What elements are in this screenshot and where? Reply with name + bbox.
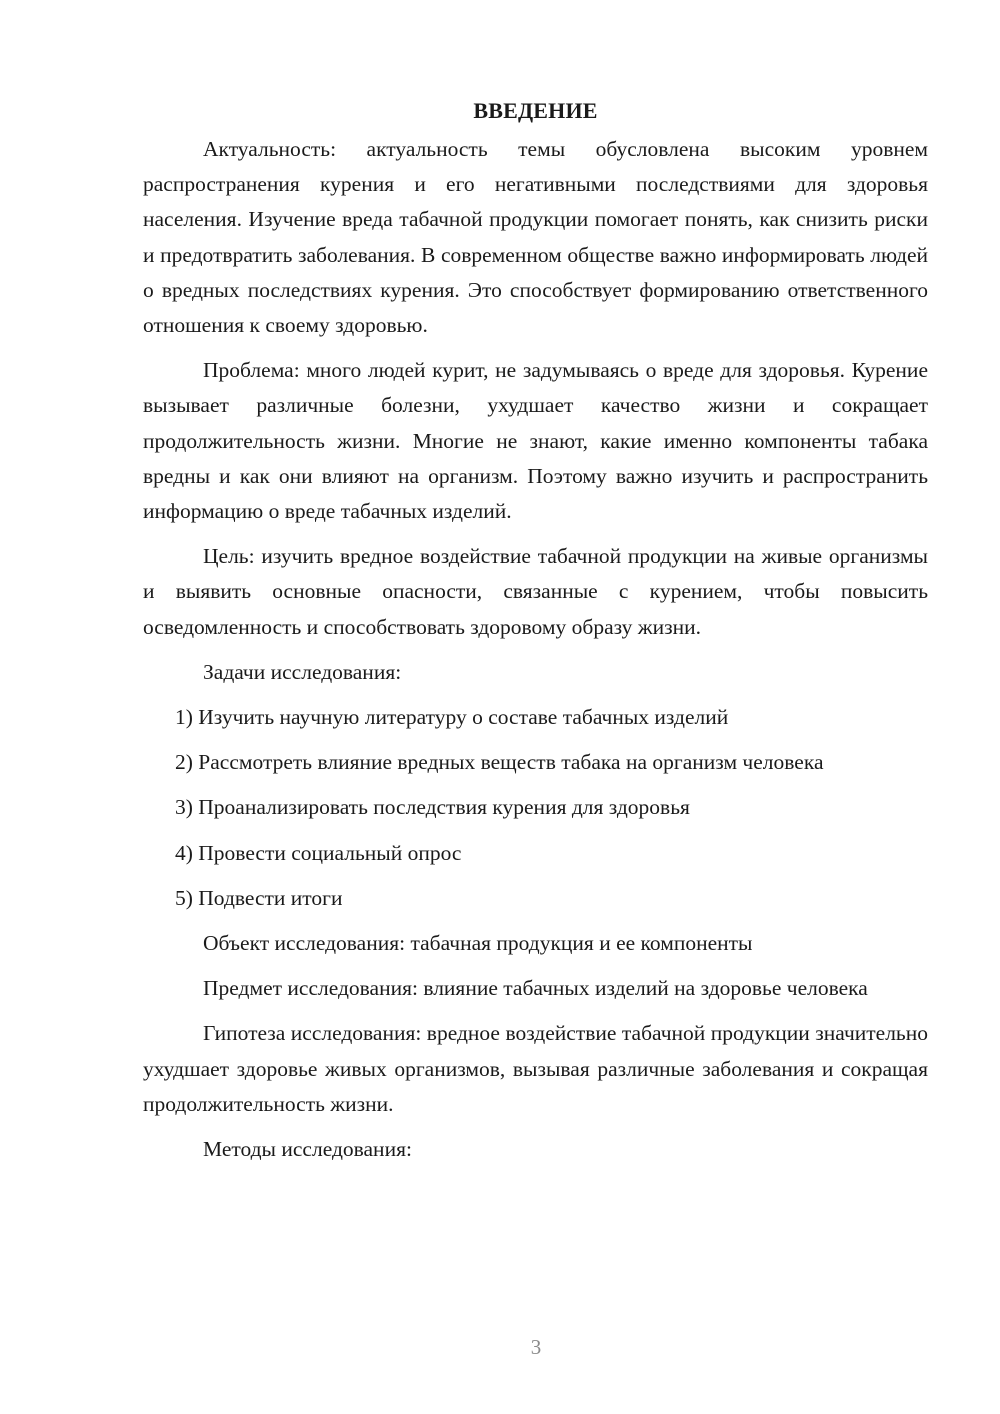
page-number: 3 [530,1335,542,1359]
paragraph-relevance: Актуальность: актуальность темы обусловлена высоким уровнем распространения курения и его негативными последствиями для здоровья населения. Изучение вреда табачной продукции помогает понять, как снизить риски и предотвратить заболевания. В современном обществе важно информировать людей о вредных последствиях курения. Это способствует формированию ответственного отношения к своему здоровью. [143,137,928,338]
paragraph-subject: Предмет исследования: влияние табачных изделий на здоровье человека [203,976,868,1001]
paragraph-goal: Цель: изучить вредное воздействие табачной продукции на живые организмы и выявить основные опасности, связанные с курением, чтобы повысить осведомленность и способствовать здоровому образу жизни. [143,544,928,639]
paragraph-tasks-title: Задачи исследования: [203,659,402,684]
tasks-list [143,700,928,916]
document-page [143,96,928,1177]
list-item: 5) Подвести итоги [175,885,343,910]
paragraph-hypothesis: Гипотеза исследования: вредное воздействие табачной продукции значительно ухудшает здоровье живых организмов, вызывая различные заболевания и сокращая продолжительность жизни. [143,1021,928,1116]
paragraph-methods-title: Методы исследования: [203,1137,412,1162]
list-item: 3) Проанализировать последствия курения для здоровья [175,795,690,820]
list-item: 2) Рассмотреть влияние вредных веществ табака на организм человека [175,750,824,775]
paragraph-object: Объект исследования: табачная продукция и ее компоненты [203,931,753,956]
list-item: 4) Провести социальный опрос [175,840,462,865]
list-item: 1) Изучить научную литературу о составе табачных изделий [175,705,729,730]
section-heading: ВВЕДЕНИЕ [473,98,598,123]
paragraph-problem: Проблема: много людей курит, не задумываясь о вреде для здоровья. Курение вызывает различные болезни, ухудшает качество жизни и сокращает продолжительность жизни. Многие не знают, какие именно компоненты табака вредны и как они влияют на организм. Поэтому важно изучить и распространить информацию о вреде табачных изделий. [143,358,928,524]
